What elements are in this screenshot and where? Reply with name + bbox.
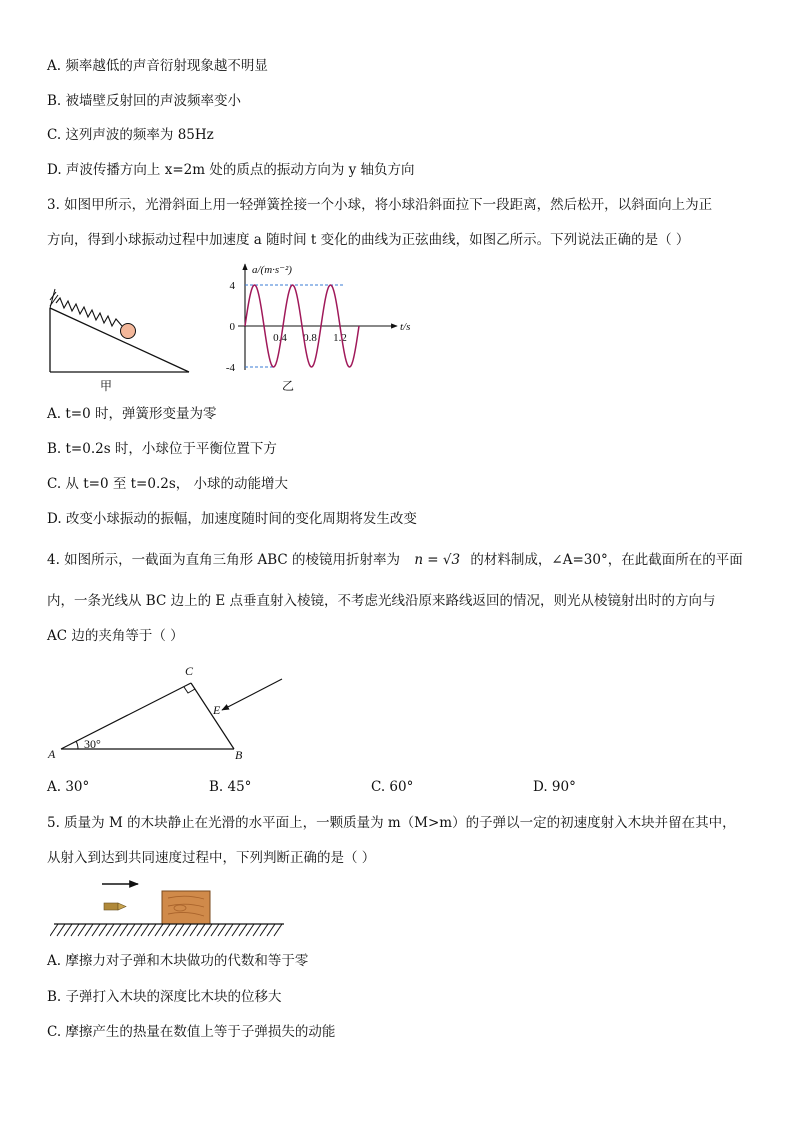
x-tick-0.8: 0.8 (303, 332, 317, 344)
y-tick-0: 0 (229, 321, 235, 333)
q5-stem-line1: 5. 质量为 M 的木块静止在光滑的水平面上，一颗质量为 m（M>m）的子弹以一定的初速度射入木块并留在其中， (47, 815, 736, 831)
q4-option-d: D. 90° (533, 779, 576, 795)
q4-option-c: C. 60° (371, 779, 414, 795)
fig-jia-label: 甲 (100, 379, 113, 393)
x-tick-1.2: 1.2 (333, 332, 347, 344)
q3-stem-line1: 3. 如图甲所示，光滑斜面上用一轻弹簧拴接一个小球，将小球沿斜面拉下一段距离，然后松开，以斜面向上为正 (47, 197, 713, 213)
q5-stem-line2: 从射入到达到共同速度过程中，下列判断正确的是（ ） (47, 850, 376, 866)
angle-label: 30° (84, 737, 101, 751)
q2-option-a: A. 频率越低的声音衍射现象越不明显 (47, 58, 268, 74)
q3-stem-line2: 方向，得到小球振动过程中加速度 a 随时间 t 变化的曲线为正弦曲线，如图乙所示。下列说法正确的是（ ） (47, 232, 690, 248)
q5-bullet-block-figure (50, 874, 290, 944)
q3-option-a: A. t=0 时，弹簧形变量为零 (47, 406, 217, 422)
q2-option-c: C. 这列声波的频率为 85Hz (47, 127, 214, 143)
q4-prism-figure (44, 660, 294, 765)
bullet (104, 903, 126, 910)
q4-stem-line1-b: 的材料制成，∠A=30°，在此截面所在的平面 (470, 552, 743, 568)
q4-stem-line1-a: 4. 如图所示，一截面为直角三角形 ABC 的棱镜用折射率为 (47, 552, 401, 568)
incident-ray (222, 679, 282, 710)
q4-stem-line1 (47, 551, 743, 569)
x-tick-0.4: 0.4 (273, 332, 287, 344)
label-b: B (235, 748, 243, 762)
y-axis-label: a/(m·s⁻²) (252, 264, 292, 276)
q4-stem-line2: 内，一条光线从 BC 边上的 E 点垂直射入棱镜，不考虑光线沿原来路线返回的情况，则光从棱镜射出时的方向与 (47, 593, 716, 609)
q5-option-c: C. 摩擦产生的热量在数值上等于子弹损失的动能 (47, 1024, 336, 1040)
y-tick-neg4: -4 (225, 362, 235, 374)
q3-option-b: B. t=0.2s 时，小球位于平衡位置下方 (47, 441, 277, 457)
fig-yi-label: 乙 (282, 379, 295, 393)
ball (121, 324, 136, 339)
q3-option-d: D. 改变小球振动的振幅，加速度随时间的变化周期将发生改变 (47, 511, 417, 527)
q2-option-d: D. 声波传播方向上 x=2m 处的质点的振动方向为 y 轴负方向 (47, 162, 415, 178)
y-tick-4: 4 (229, 280, 235, 292)
q3-figure-yi-graph (222, 258, 422, 378)
q5-option-a: A. 摩擦力对子弹和木块做功的代数和等于零 (47, 953, 309, 969)
q3-figure-jia (44, 286, 194, 396)
q4-option-a: A. 30° (47, 779, 90, 795)
wood-block (162, 891, 210, 924)
label-c: C (185, 664, 194, 678)
label-e: E (213, 703, 221, 717)
q4-option-b: B. 45° (209, 779, 252, 795)
spring (56, 298, 122, 326)
q3-option-c: C. 从 t=0 至 t=0.2s， 小球的动能增大 (47, 476, 289, 492)
q4-stem-line3: AC 边的夹角等于（ ） (47, 628, 184, 644)
q4-formula: n = √3 (414, 552, 461, 568)
x-axis-label: t/s (400, 321, 411, 333)
q5-option-b: B. 子弹打入木块的深度比木块的位移大 (47, 989, 282, 1005)
label-a: A (48, 747, 56, 761)
q2-option-b: B. 被墙壁反射回的声波频率变小 (47, 93, 242, 109)
